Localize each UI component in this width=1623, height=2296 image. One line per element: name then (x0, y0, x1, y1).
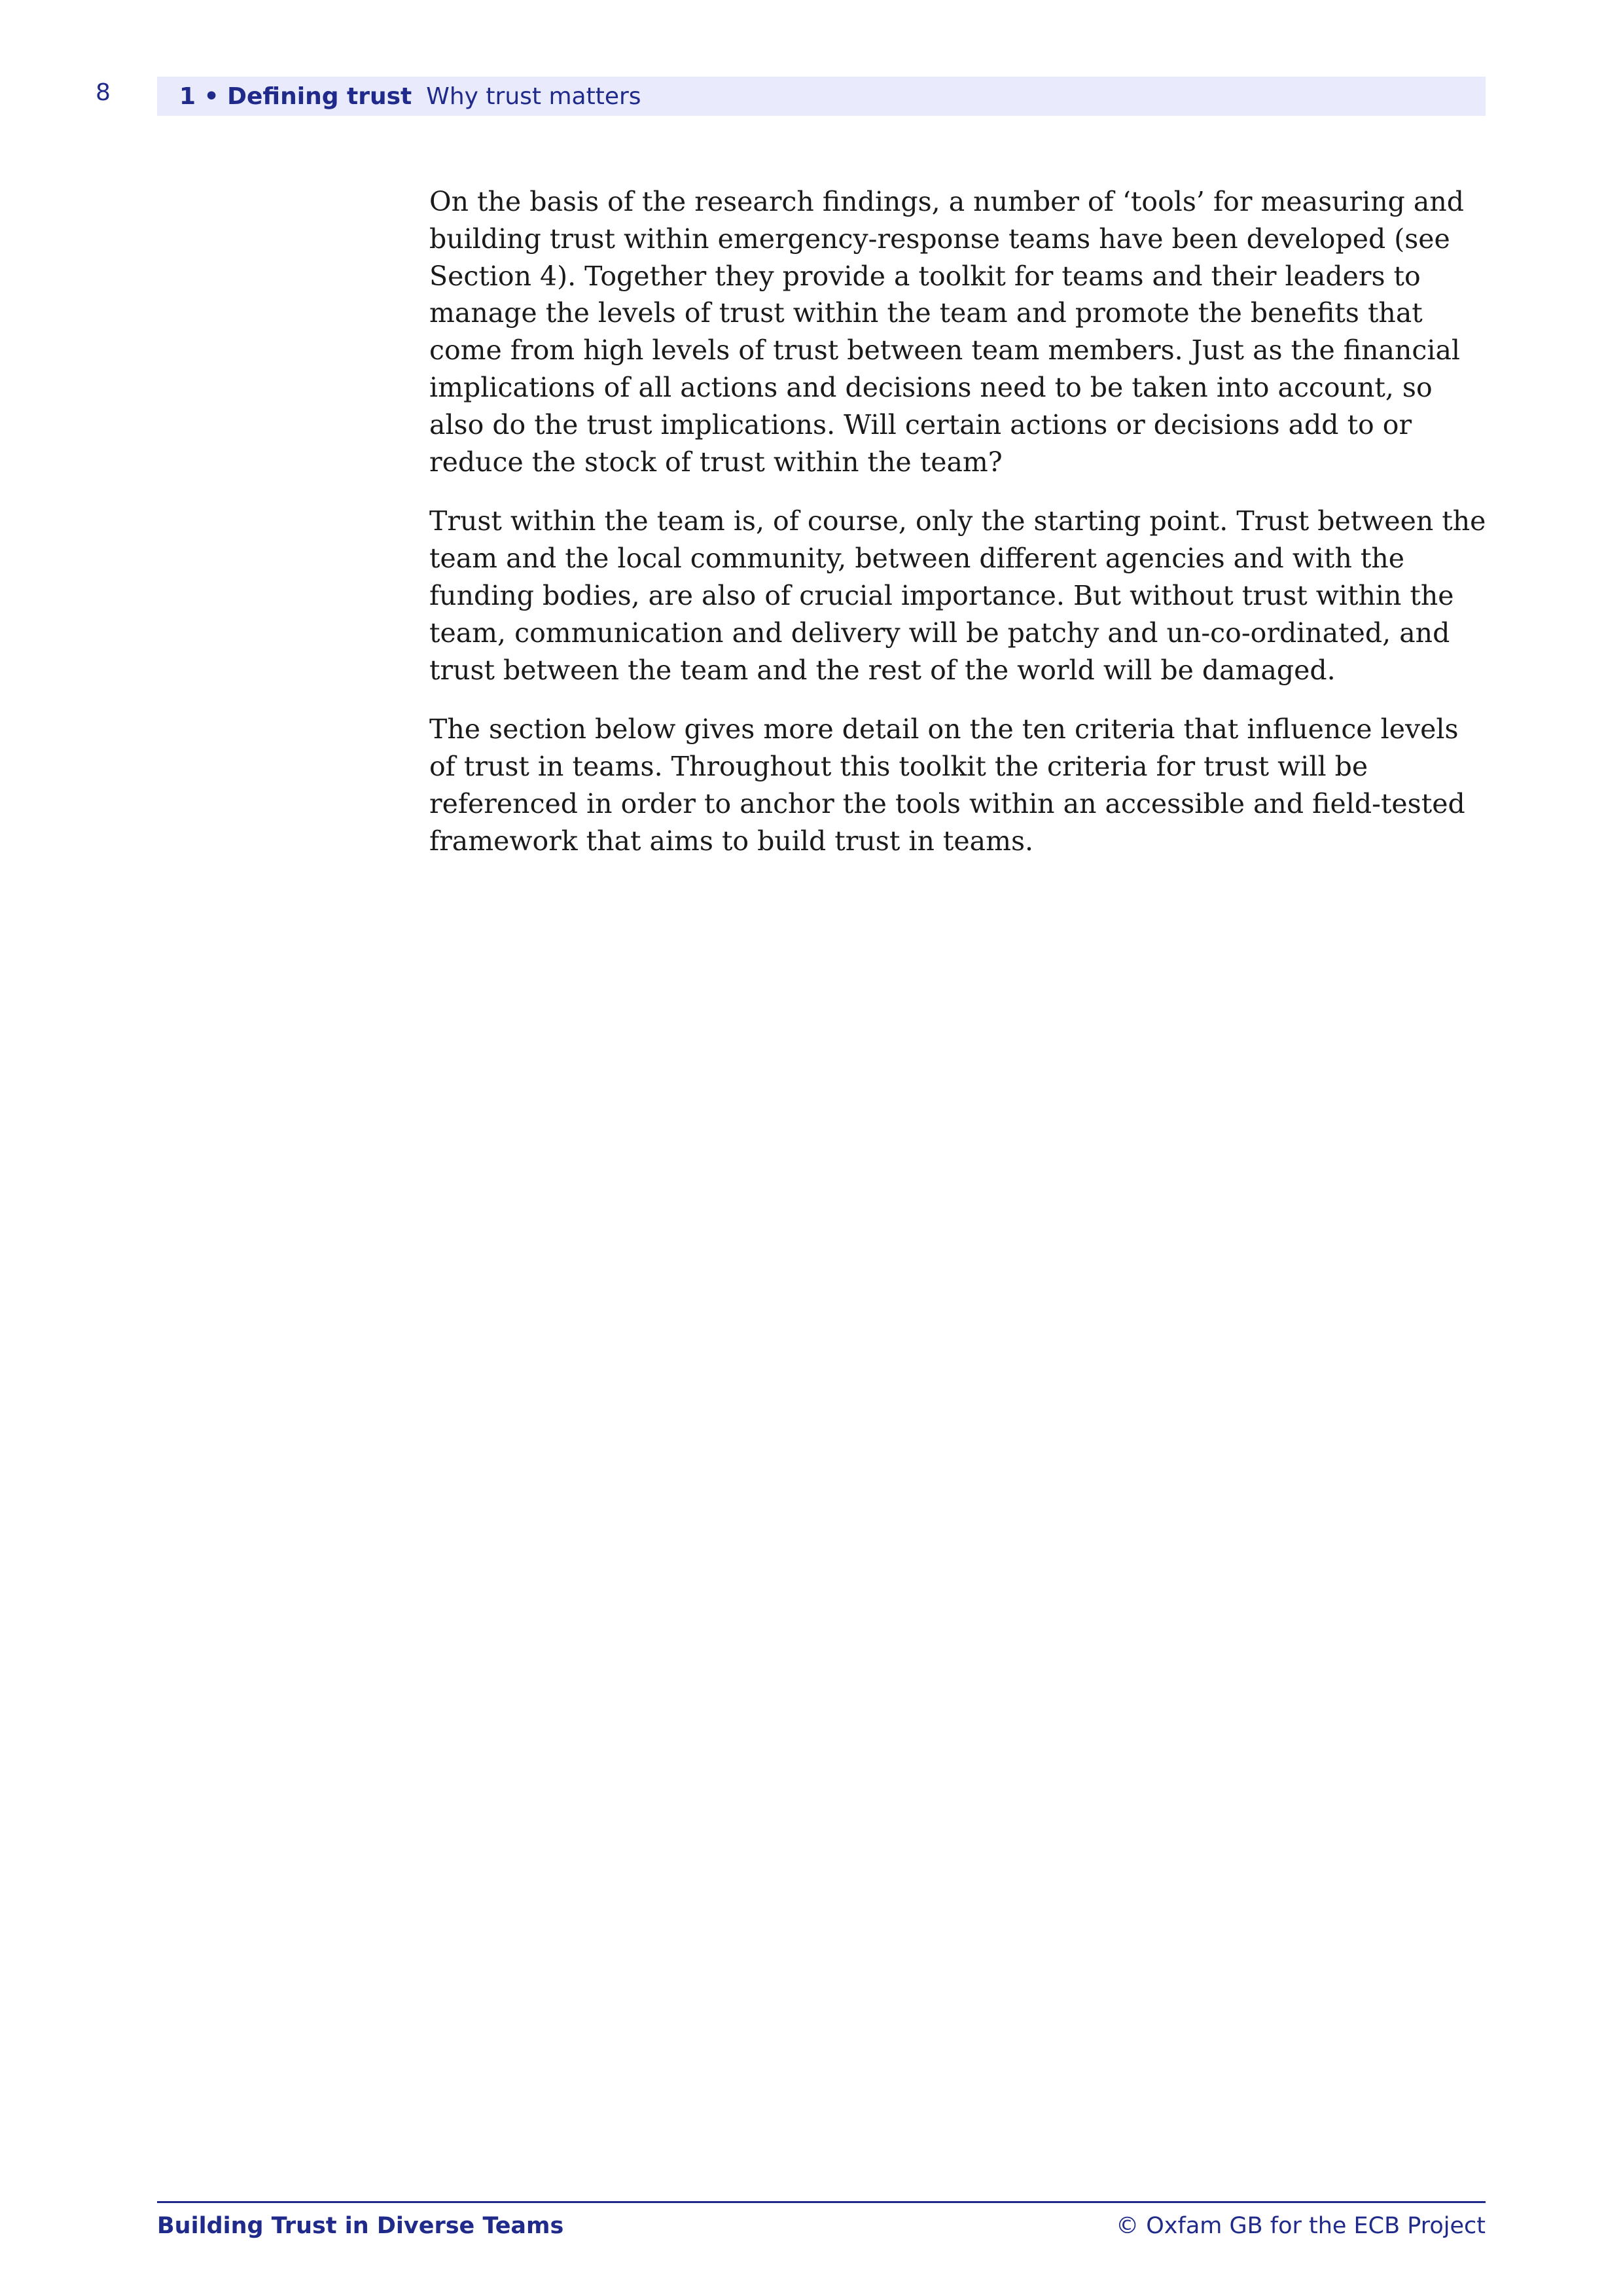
body-paragraph-3: The section below gives more detail on the ten criteria that influence levels of trust in teams. Throughout this toolkit the criteria for trust will be referenced in order to anchor the tools within an accessible and field-tested framework that aims to build trust in teams. (429, 713, 1465, 857)
footer-divider (157, 2201, 1486, 2203)
header-section-title: Why trust matters (426, 82, 641, 110)
footer-document-title: Building Trust in Diverse Teams (157, 2213, 564, 2239)
running-header (157, 77, 1486, 116)
body-paragraph-1: On the basis of the research findings, a number of ‘tools’ for measuring and building trust within emergency-response teams have been developed (see Section 4). Together they provide a toolkit for teams and their leaders to manage the levels of trust within the team and promote the benefits that come from high levels of trust between team members. Just as the financial implications of all actions and decisions need to be taken into account, so also do the trust implications. Will certain actions or decisions add to or reduce the stock of trust within the team? (429, 186, 1465, 478)
page-number: 8 (96, 79, 111, 106)
body-text (429, 183, 1489, 882)
footer-copyright: © Oxfam GB for the ECB Project (1116, 2213, 1486, 2239)
header-chapter-title: 1 • Defining trust (179, 82, 412, 110)
body-paragraph-2: Trust within the team is, of course, only the starting point. Trust between the team and the local community, between different agencies and with the funding bodies, are also of crucial importance. But without trust within the team, communication and delivery will be patchy and un-co-ordinated, and trust between the team and the rest of the world will be damaged. (429, 505, 1486, 686)
